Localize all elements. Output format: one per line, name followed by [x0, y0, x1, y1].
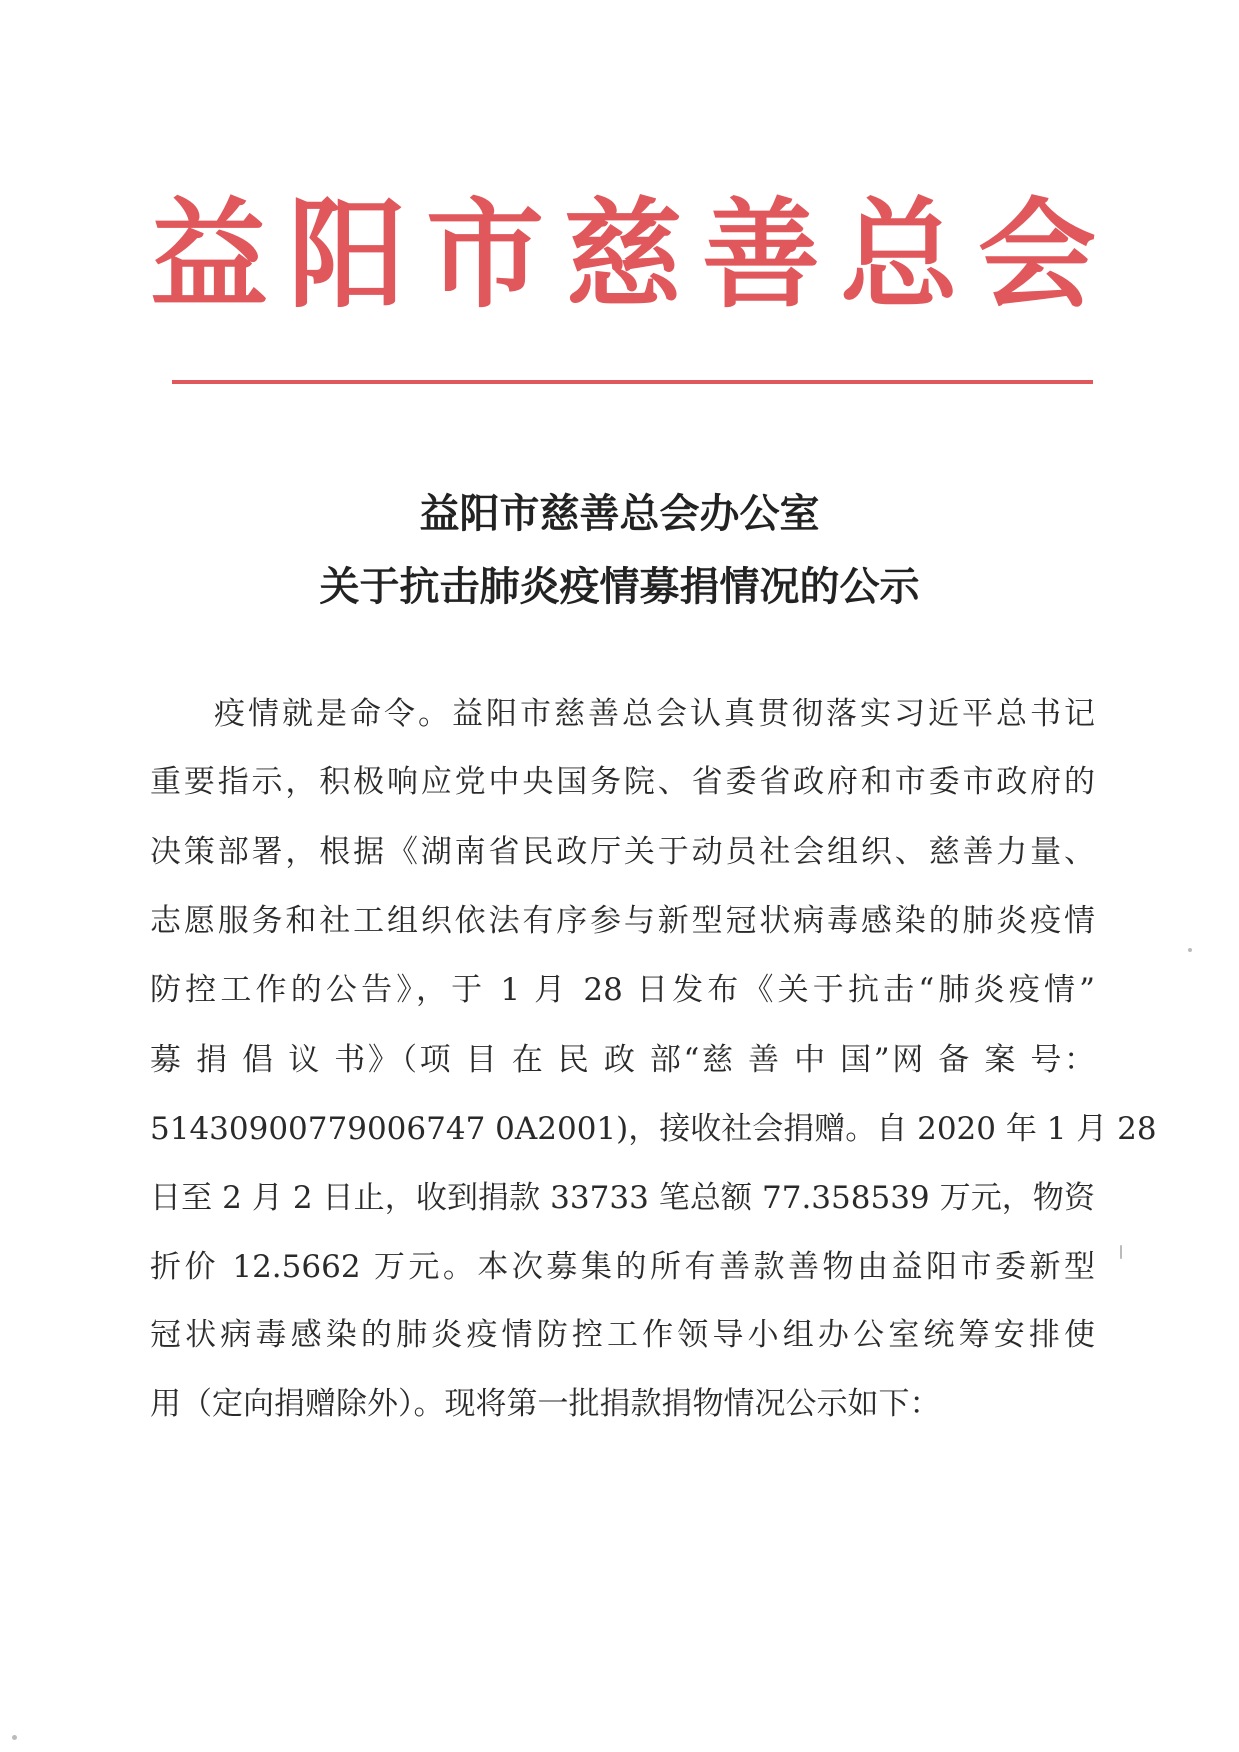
body-paragraph-line: 折价 12.5662 万元。本次募集的所有善款善物由益阳市委新型: [150, 1249, 1095, 1285]
scan-speck: [12, 1735, 17, 1740]
body-paragraph-line: 用（定向捐赠除外）。现将第一批捐款捐物情况公示如下：: [150, 1386, 941, 1422]
body-paragraph-line: 志愿服务和社工组织依法有序参与新型冠状病毒感染的肺炎疫情: [150, 903, 1095, 939]
body-paragraph-line: 冠状病毒感染的肺炎疫情防控工作领导小组办公室统筹安排使: [150, 1317, 1095, 1353]
body-paragraph-line: 疫情就是命令。益阳市慈善总会认真贯彻落实习近平总书记: [214, 696, 1095, 732]
letterhead-red-rule: [172, 380, 1093, 384]
body-paragraph-line: 重要指示，积极响应党中央国务院、省委省政府和市委市政府的: [150, 764, 1095, 800]
notice-title-line-1: 益阳市慈善总会办公室: [419, 491, 820, 537]
body-paragraph-line: 决策部署，根据《湖南省民政厅关于动员社会组织、慈善力量、: [150, 834, 1095, 870]
scan-speck: [1188, 948, 1192, 952]
letterhead-org-name: 益阳市慈善总会: [150, 185, 1117, 324]
body-paragraph-line: 募 捐 倡 议 书》（项 目 在 民 政 部“慈 善 中 国”网 备 案 号：: [150, 1042, 1095, 1078]
body-paragraph-line: 日至 2 月 2 日止，收到捐款 33733 笔总额 77.358539 万元，物资: [150, 1180, 1095, 1216]
scan-speck: [1120, 1245, 1122, 1259]
notice-title-line-2: 关于抗击肺炎疫情募捐情况的公示: [319, 564, 920, 610]
body-paragraph-line: 51430900779006747 0A2001)，接收社会捐赠。自 2020 年 1 月 28: [150, 1111, 1157, 1147]
body-paragraph-line: 防控工作的公告》，于 1 月 28 日发布《关于抗击“肺炎疫情”: [150, 972, 1095, 1008]
